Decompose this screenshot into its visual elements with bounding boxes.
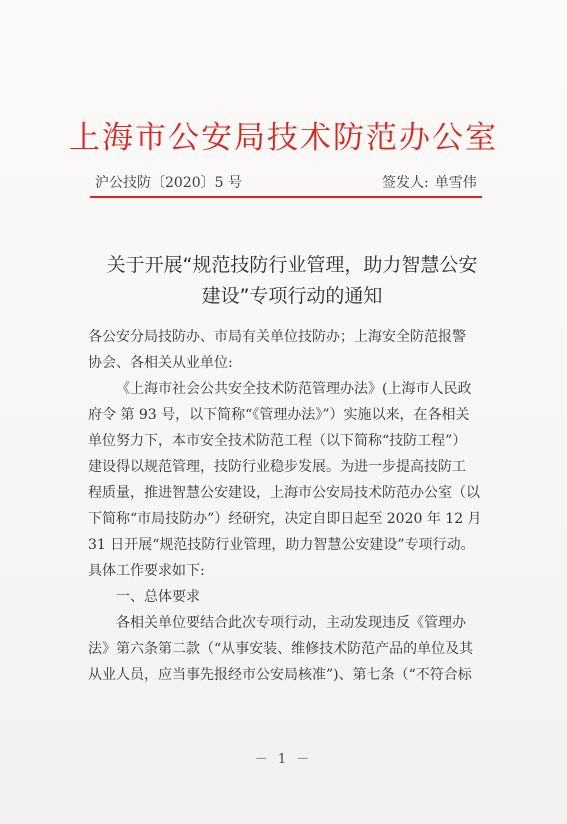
body-line: 府令 第 93 号，以下简称“《管理办法》”）实施以来，在各相关: [88, 407, 470, 423]
notice-body: [88, 324, 492, 688]
body-line: 《上海市社会公共安全技术防范管理办法》(上海市人民政: [116, 381, 472, 397]
body-line: 法》第六条第二款（“从事安装、维修技术防范产品的单位及其: [88, 641, 474, 657]
document-number: 沪公技防〔2020〕5 号: [95, 175, 242, 191]
body-line: 单位努力下，本市安全技术防范工程（以下简称“技防工程”）: [88, 433, 467, 449]
body-line: 31 日开展“规范技防行业管理，助力智慧公安建设”专项行动。: [88, 537, 475, 553]
section-heading: 一、总体要求: [116, 589, 200, 605]
signer: [382, 172, 477, 192]
body-line: 各相关单位要结合此次专项行动，主动发现违反《管理办: [116, 615, 466, 631]
issuing-office-title: 上海市公安局技术防范办公室: [69, 120, 498, 156]
signer-label: 签发人:: [382, 175, 429, 191]
body-line: 下简称“市局技防办”）经研究，决定自即日起至 2020 年 12 月: [88, 511, 482, 527]
red-divider-line: [90, 196, 482, 198]
body-line: 从业人员，应当事先报经市公安局核准”)、第七条（“不符合标: [88, 667, 472, 683]
page-number: － 1 －: [254, 752, 313, 767]
body-line: 各公安分局技防办、市局有关单位技防办；上海安全防范报警: [88, 329, 466, 345]
notice-title-line: 关于开展“规范技防行业管理，助力智慧公安: [106, 254, 478, 276]
signer-name: 单雪伟: [434, 175, 477, 191]
notice-title-line: 建设”专项行动的通知: [201, 285, 383, 307]
body-line: 具体工作要求如下:: [88, 563, 205, 579]
body-line: 程质量，推进智慧公安建设，上海市公安局技术防范办公室（以: [88, 485, 480, 501]
body-line: 协会、各相关从业单位:: [88, 355, 233, 371]
body-line: 建设得以规范管理，技防行业稳步发展。为进一步提高技防工: [88, 459, 466, 475]
notice-title: [82, 250, 502, 312]
